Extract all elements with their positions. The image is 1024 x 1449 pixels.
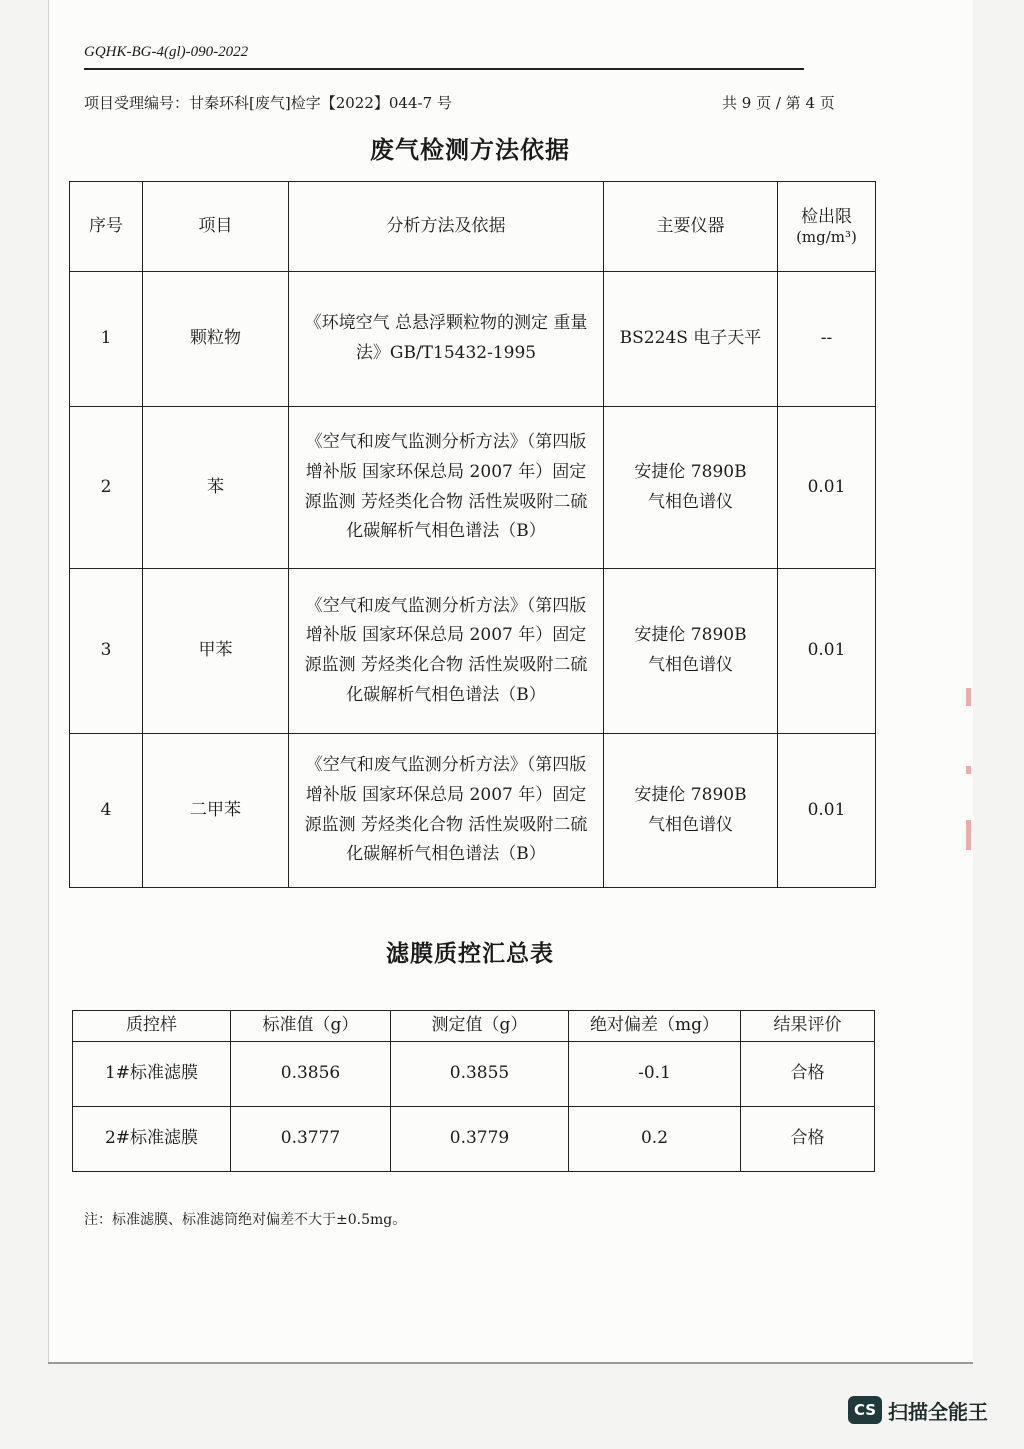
qc-header-standard: 标准值（g） [231, 1011, 391, 1042]
qc-measured: 0.3855 [391, 1041, 569, 1106]
table-row [70, 272, 876, 407]
row-limit: -- [778, 272, 876, 407]
qc-deviation: -0.1 [569, 1041, 741, 1106]
table-row [70, 734, 876, 888]
qc-deviation: 0.2 [569, 1106, 741, 1171]
qc-result: 合格 [741, 1041, 875, 1106]
table-row [70, 569, 876, 734]
qc-table [72, 1010, 875, 1172]
stamp-edge-mark [966, 766, 971, 774]
row-index: 1 [70, 272, 143, 407]
qc-header-result: 结果评价 [741, 1011, 875, 1042]
header-item: 项目 [143, 182, 289, 272]
row-limit: 0.01 [778, 734, 876, 888]
qc-header-deviation: 绝对偏差（mg） [569, 1011, 741, 1042]
row-item: 苯 [143, 407, 289, 569]
methods-table-title: 废气检测方法依据 [370, 135, 570, 164]
qc-note: 注：标准滤膜、标准滤筒绝对偏差不大于±0.5mg。 [84, 1212, 407, 1228]
row-method: 《环境空气 总悬浮颗粒物的测定 重量法》GB/T15432-1995 [289, 272, 604, 407]
scanner-watermark [848, 1392, 988, 1428]
camscanner-logo-icon: CS [848, 1396, 882, 1424]
row-method: 《空气和废气监测分析方法》（第四版 增补版 国家环保总局 2007 年）固定源监测 芳烃类化合物 活性炭吸附二硫化碳解析气相色谱法（B） [289, 407, 604, 569]
row-instrument: BS224S 电子天平 [604, 272, 778, 407]
header-instrument: 主要仪器 [604, 182, 778, 272]
row-limit: 0.01 [778, 407, 876, 569]
row-method: 《空气和废气监测分析方法》（第四版 增补版 国家环保总局 2007 年）固定源监测 芳烃类化合物 活性炭吸附二硫化碳解析气相色谱法（B） [289, 569, 604, 734]
qc-sample: 1#标准滤膜 [73, 1041, 231, 1106]
header-index: 序号 [70, 182, 143, 272]
header-limit-label: 检出限 [801, 206, 852, 227]
row-instrument: 安捷伦 7890B 气相色谱仪 [604, 734, 778, 888]
row-instrument: 安捷伦 7890B 气相色谱仪 [604, 569, 778, 734]
row-instrument: 安捷伦 7890B 气相色谱仪 [604, 407, 778, 569]
table-row [73, 1041, 875, 1106]
watermark-text: 扫描全能王 [888, 1399, 988, 1424]
qc-measured: 0.3779 [391, 1106, 569, 1171]
qc-standard: 0.3856 [231, 1041, 391, 1106]
row-item: 颗粒物 [143, 272, 289, 407]
stamp-edge-mark [966, 820, 971, 850]
qc-header-measured: 测定值（g） [391, 1011, 569, 1042]
table-row [73, 1106, 875, 1171]
project-number: 项目受理编号：甘秦环科[废气]检字【2022】044-7 号 [84, 94, 452, 112]
header-limit-unit: (mg/m³) [796, 227, 857, 246]
qc-table-title: 滤膜质控汇总表 [386, 940, 554, 967]
methods-table [69, 181, 876, 888]
header-limit [778, 182, 876, 272]
table-row [70, 407, 876, 569]
qc-sample: 2#标准滤膜 [73, 1106, 231, 1171]
row-item: 二甲苯 [143, 734, 289, 888]
document-code: GQHK-BG-4(gl)-090-2022 [84, 44, 249, 60]
methods-header-row [70, 182, 876, 272]
qc-standard: 0.3777 [231, 1106, 391, 1171]
qc-header-row [73, 1011, 875, 1042]
qc-result: 合格 [741, 1106, 875, 1171]
row-method: 《空气和废气监测分析方法》（第四版 增补版 国家环保总局 2007 年）固定源监测 芳烃类化合物 活性炭吸附二硫化碳解析气相色谱法（B） [289, 734, 604, 888]
row-index: 3 [70, 569, 143, 734]
header-divider [84, 68, 804, 70]
row-index: 4 [70, 734, 143, 888]
row-item: 甲苯 [143, 569, 289, 734]
row-limit: 0.01 [778, 569, 876, 734]
header-method: 分析方法及依据 [289, 182, 604, 272]
page-indicator: 共 9 页 / 第 4 页 [722, 94, 835, 112]
qc-header-sample: 质控样 [73, 1011, 231, 1042]
stamp-edge-mark [966, 688, 971, 706]
row-index: 2 [70, 407, 143, 569]
